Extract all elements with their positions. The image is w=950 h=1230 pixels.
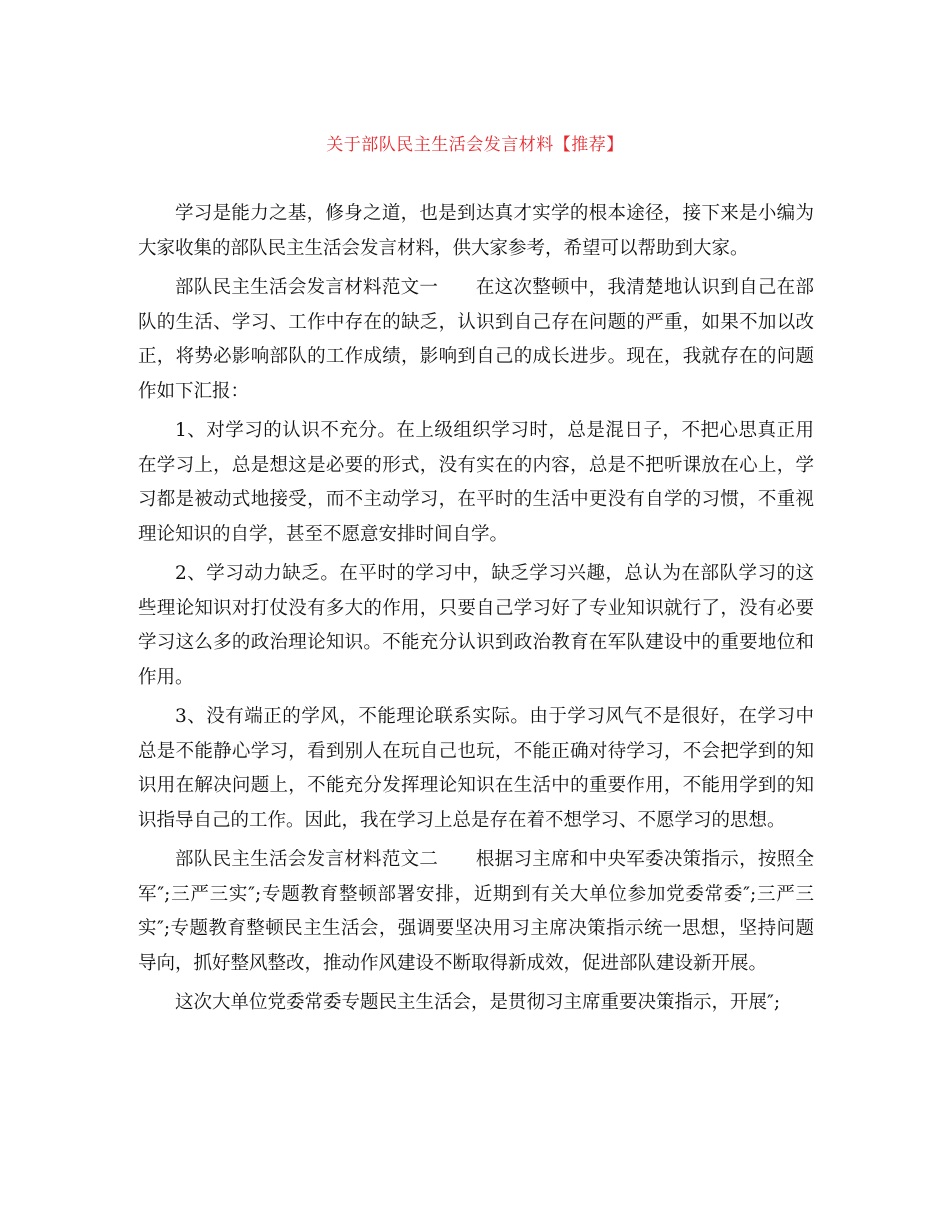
- paragraph-closing: 这次大单位党委常委专题民主生活会，是贯彻习主席重要决策指示，开展″;: [175, 992, 781, 1013]
- paragraph-sample-one: 部队民主生活会发言材料范文一 在这次整顿中，我清楚地认识到自己在部队的生活、学习、工作中存在的缺乏，认识到自己存在问题的严重，如果不加以改正，将势必影响部队的工作成绩，影响到自己的成长进步。现在，我就存在的问题作如下汇报：: [138, 277, 814, 402]
- paragraph-point-1: 1、对学习的认识不充分。在上级组织学习时，总是混日子，不把心思真正用在学习上，总是想这是必要的形式，没有实在的内容，总是不把听课放在心上，学习都是被动式地接受，而不主动学习，在平时的生活中更没有自学的习惯，不重视理论知识的自学，甚至不愿意安排时间自学。: [138, 420, 814, 545]
- document-body: [138, 197, 814, 1026]
- paragraph-point-3: 3、没有端正的学风，不能理论联系实际。由于学习风气不是很好，在学习中总是不能静心学习，看到别人在玩自己也玩，不能正确对待学习，不会把学到的知识用在解决问题上，不能充分发挥理论知识在生活中的重要作用，不能用学到的知识指导自己的工作。因此，我在学习上总是存在着不想学习、不愿学习的思想。: [138, 706, 814, 831]
- paragraph-sample-two: 部队民主生活会发言材料范文二 根据习主席和中央军委决策指示，按照全军″;三严三实″;专题教育整顿部署安排，近期到有关大单位参加党委常委″;三严三实″;专题教育整顿民主生活会，强调要坚决用习主席决策指示统一思想，坚持问题导向，抓好整风整改，推动作风建设不断取得新成效，促进部队建设新开展。: [138, 849, 814, 974]
- paragraph-intro: 学习是能力之基，修身之道，也是到达真才实学的根本途径，接下来是小编为大家收集的部队民主生活会发言材料，供大家参考，希望可以帮助到大家。: [138, 203, 814, 259]
- document-title: 关于部队民主生活会发言材料【推荐】: [326, 135, 624, 155]
- paragraph-point-2: 2、学习动力缺乏。在平时的学习中，缺乏学习兴趣，总认为在部队学习的这些理论知识对打仗没有多大的作用，只要自己学习好了专业知识就行了，没有必要学习这么多的政治理论知识。不能充分认识到政治教育在军队建设中的重要地位和作用。: [138, 563, 814, 688]
